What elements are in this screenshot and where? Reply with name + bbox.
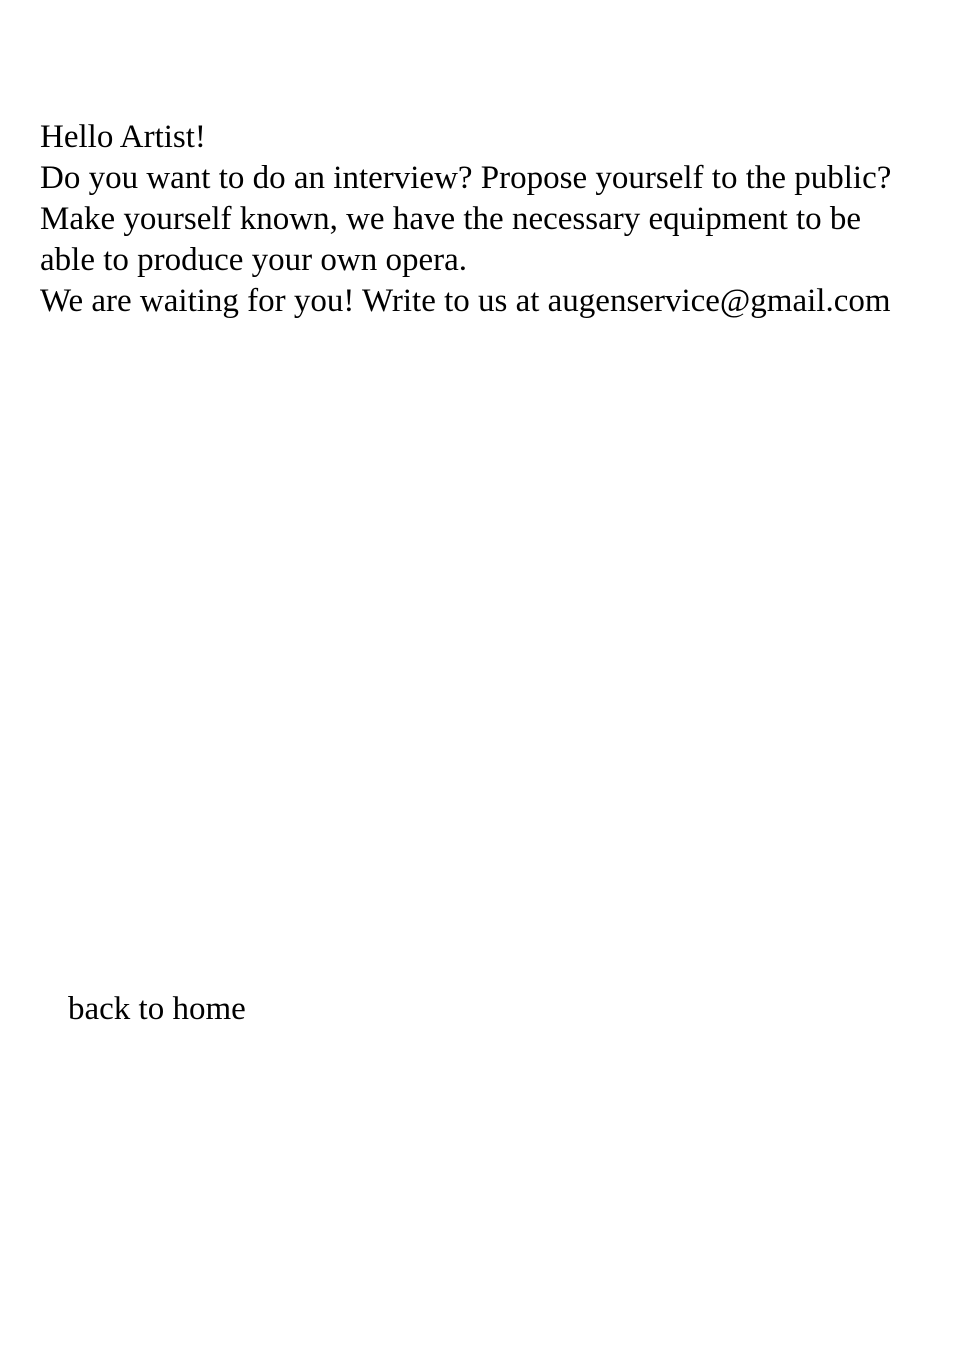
greeting-text: Hello Artist! bbox=[40, 119, 206, 155]
message-line-opera: able to produce your own opera. bbox=[40, 242, 468, 278]
message-line-interview: Do you want to do an interview? Propose yourself to the public? bbox=[40, 160, 892, 196]
back-to-home-link[interactable]: back to home bbox=[68, 991, 246, 1027]
message-line-equipment: Make yourself known, we have the necessary equipment to be bbox=[40, 201, 862, 237]
message-line-contact: We are waiting for you! Write to us at augenservice@gmail.com bbox=[40, 283, 891, 319]
artist-message bbox=[40, 117, 940, 322]
